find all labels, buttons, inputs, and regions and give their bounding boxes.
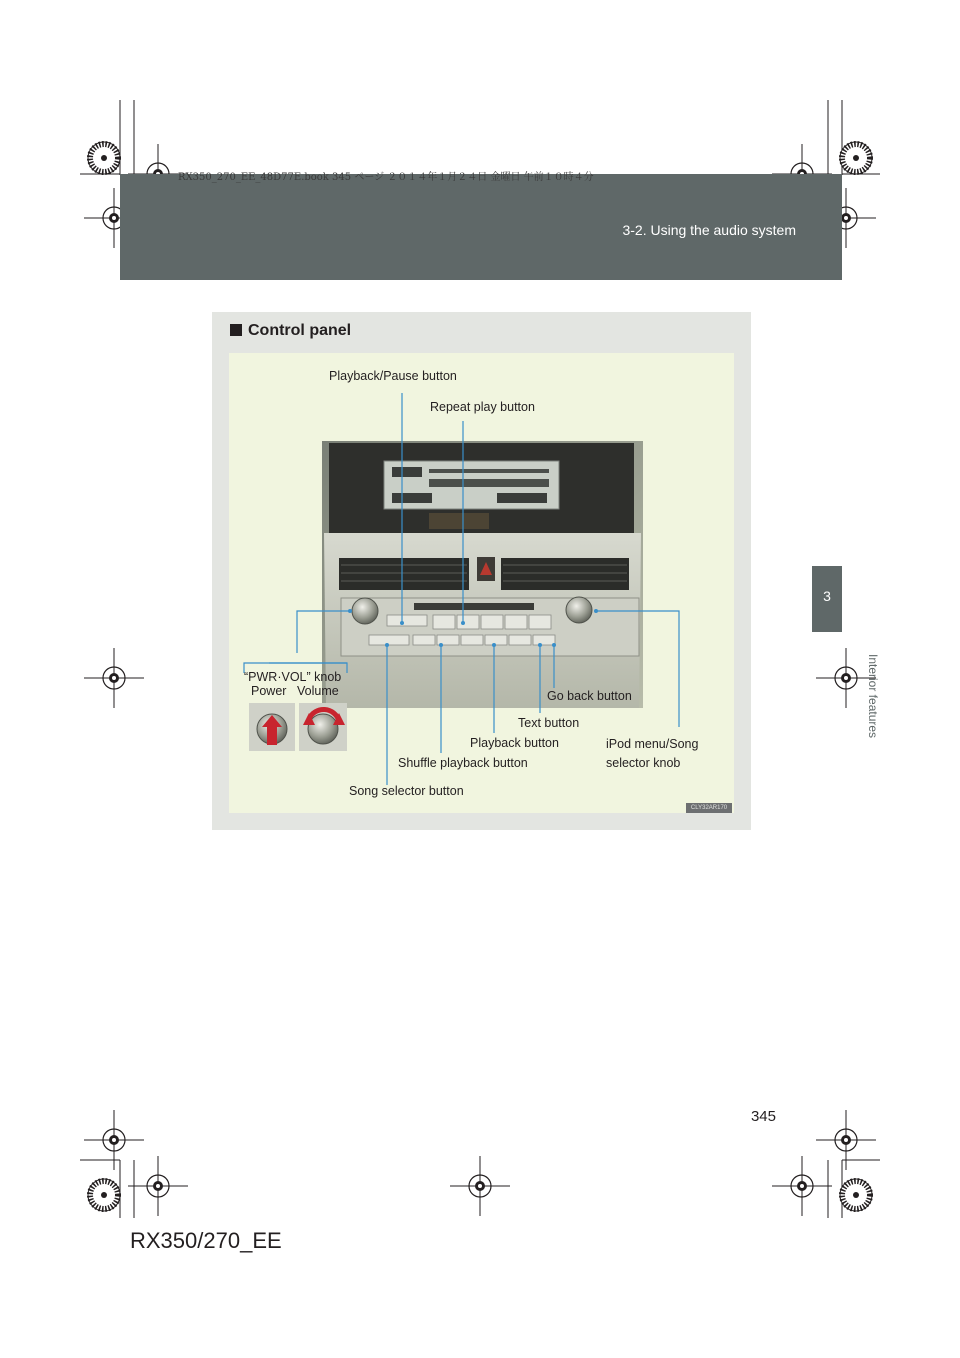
section-title: 3-2. Using the audio system (622, 222, 796, 238)
chapter-number: 3 (823, 588, 831, 604)
label-power: Power (251, 684, 287, 698)
panel-title (230, 322, 351, 340)
label-repeat-play: Repeat play button (430, 400, 535, 414)
label-ipod-menu-line1: iPod menu/Song (606, 737, 699, 751)
chapter-label: Interior features (866, 654, 880, 739)
label-go-back: Go back button (547, 689, 632, 703)
page-number: 345 (750, 1108, 776, 1125)
chapter-label-wrap (760, 640, 880, 746)
label-text-button: Text button (518, 716, 580, 730)
label-ipod-menu-line2: selector knob (606, 756, 681, 770)
label-playback-button: Playback button (470, 736, 559, 750)
label-song-selector: Song selector button (349, 784, 464, 798)
label-pwr-vol-knob: “PWR·VOL” knob (244, 670, 342, 684)
model-name: RX350/270_EE (130, 1228, 282, 1253)
book-info-line: RX350_270_EE_48D77E.book 345 ページ ２０１４年１月２４日 金曜日 午前１０時４分 (178, 172, 594, 183)
image-code: CLY32AR170 (686, 803, 732, 813)
label-volume: Volume (297, 684, 339, 698)
label-playback-pause: Playback/Pause button (329, 369, 457, 383)
bullet-square-icon (230, 324, 242, 336)
panel-title-text: Control panel (248, 322, 352, 339)
label-shuffle: Shuffle playback button (398, 756, 528, 770)
